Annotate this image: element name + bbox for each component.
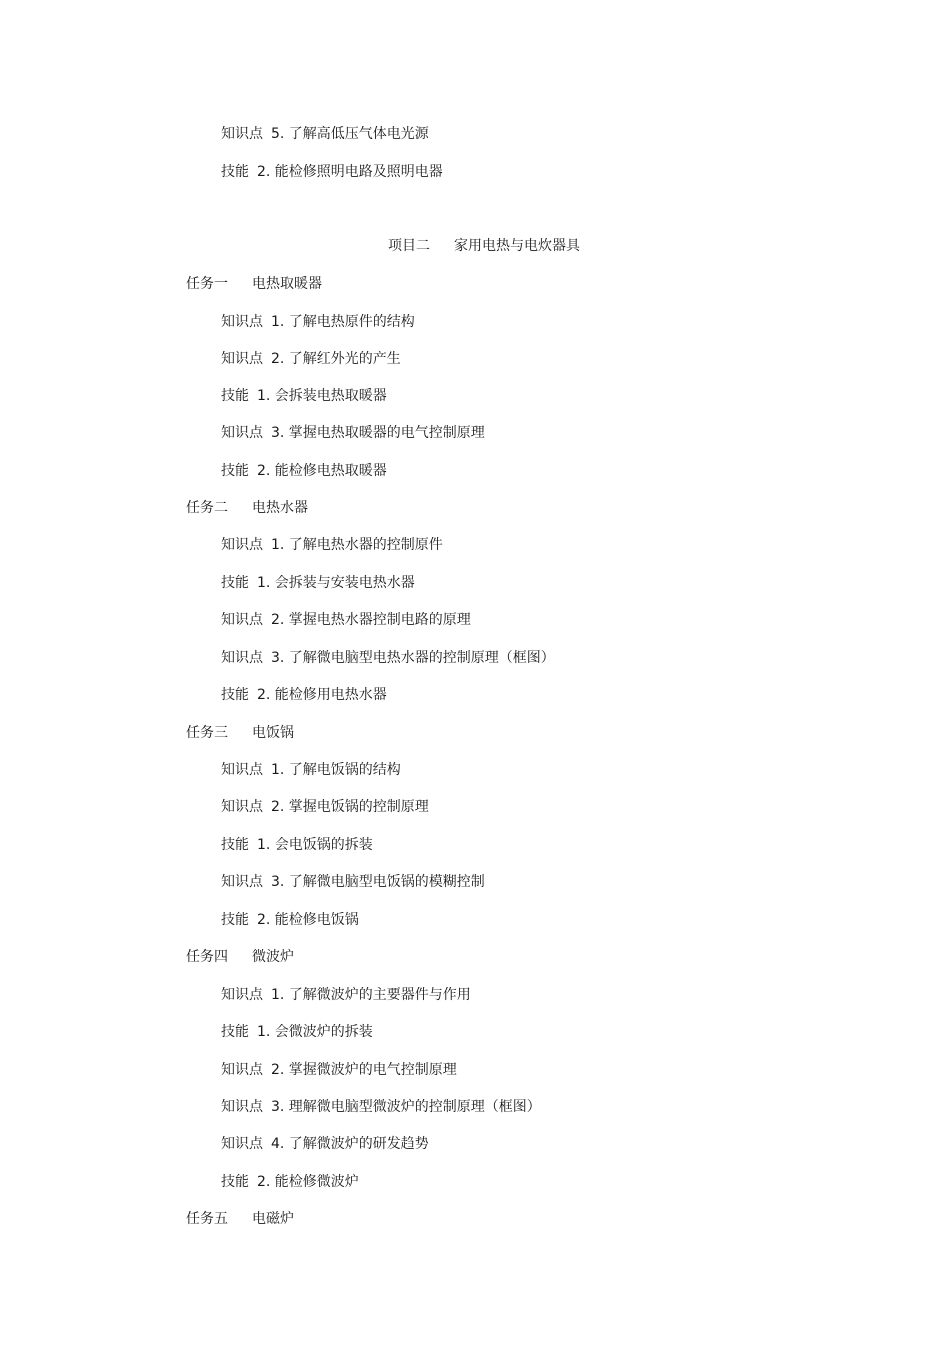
task-name: 电饭锅: [252, 725, 294, 741]
task-number: 任务三: [186, 725, 228, 741]
item-label: 技能: [221, 687, 249, 703]
item-label: 技能: [221, 912, 249, 928]
item-text: 2. 了解红外光的产生: [271, 351, 401, 367]
list-item: [221, 312, 415, 332]
item-label: 知识点: [221, 425, 263, 441]
item-text: 2. 能检修用电热水器: [257, 687, 387, 703]
item-text: 2. 能检修电热取暖器: [257, 463, 387, 479]
item-label: 技能: [221, 164, 249, 180]
task-number: 任务一: [186, 276, 228, 292]
item-text: 1. 了解电热水器的控制原件: [271, 537, 443, 553]
list-item: [221, 797, 429, 817]
list-item: [221, 461, 387, 481]
item-label: 知识点: [221, 1136, 263, 1152]
item-label: 知识点: [221, 1062, 263, 1078]
task-heading: [186, 723, 294, 743]
item-label: 知识点: [221, 537, 263, 553]
item-label: 技能: [221, 463, 249, 479]
task-number: 任务二: [186, 500, 228, 516]
item-label: 技能: [221, 1174, 249, 1190]
list-item: [221, 760, 401, 780]
item-text: 2. 能检修电饭锅: [257, 912, 359, 928]
task-number: 任务四: [186, 949, 228, 965]
list-item: [221, 124, 429, 144]
list-item: [221, 423, 485, 443]
item-text: 1. 了解电饭锅的结构: [271, 762, 401, 778]
item-text: 5. 了解高低压气体电光源: [271, 126, 429, 142]
item-label: 技能: [221, 1024, 249, 1040]
task-heading: [186, 498, 308, 518]
task-name: 电热取暖器: [252, 276, 322, 292]
list-item: [221, 1060, 457, 1080]
item-label: 知识点: [221, 799, 263, 815]
item-label: 知识点: [221, 612, 263, 628]
item-text: 1. 会拆装与安装电热水器: [257, 575, 415, 591]
item-text: 1. 会拆装电热取暖器: [257, 388, 387, 404]
item-text: 2. 掌握微波炉的电气控制原理: [271, 1062, 457, 1078]
list-item: [221, 648, 555, 668]
item-label: 技能: [221, 575, 249, 591]
list-item: [221, 872, 485, 892]
list-item: [221, 835, 373, 855]
item-label: 知识点: [221, 987, 263, 1003]
item-text: 1. 会微波炉的拆装: [257, 1024, 373, 1040]
task-heading: [186, 274, 322, 294]
item-text: 3. 了解微电脑型电热水器的控制原理（框图）: [271, 650, 555, 666]
project-name: 家用电热与电炊器具: [454, 238, 580, 254]
task-heading: [186, 1209, 294, 1229]
item-label: 知识点: [221, 874, 263, 890]
item-text: 2. 掌握电热水器控制电路的原理: [271, 612, 471, 628]
item-text: 3. 理解微电脑型微波炉的控制原理（框图）: [271, 1099, 541, 1115]
item-label: 知识点: [221, 1099, 263, 1115]
list-item: [221, 910, 359, 930]
list-item: [221, 1097, 541, 1117]
list-item: [221, 349, 401, 369]
task-name: 电热水器: [252, 500, 308, 516]
item-text: 1. 了解电热原件的结构: [271, 314, 415, 330]
item-label: 知识点: [221, 762, 263, 778]
item-text: 2. 能检修照明电路及照明电器: [257, 164, 443, 180]
item-text: 1. 了解微波炉的主要器件与作用: [271, 987, 471, 1003]
list-item: [221, 535, 443, 555]
list-item: [221, 1022, 373, 1042]
item-label: 知识点: [221, 126, 263, 142]
list-item: [221, 573, 415, 593]
item-text: 2. 能检修微波炉: [257, 1174, 359, 1190]
project-number: 项目二: [388, 238, 430, 254]
list-item: [221, 162, 443, 182]
list-item: [221, 685, 387, 705]
project-title: [388, 236, 580, 256]
list-item: [221, 1134, 429, 1154]
item-label: 知识点: [221, 650, 263, 666]
item-label: 技能: [221, 837, 249, 853]
task-number: 任务五: [186, 1211, 228, 1227]
task-name: 微波炉: [252, 949, 294, 965]
item-label: 知识点: [221, 351, 263, 367]
item-text: 3. 掌握电热取暖器的电气控制原理: [271, 425, 485, 441]
item-text: 2. 掌握电饭锅的控制原理: [271, 799, 429, 815]
list-item: [221, 985, 471, 1005]
item-text: 3. 了解微电脑型电饭锅的模糊控制: [271, 874, 485, 890]
list-item: [221, 386, 387, 406]
task-name: 电磁炉: [252, 1211, 294, 1227]
item-text: 1. 会电饭锅的拆装: [257, 837, 373, 853]
item-label: 知识点: [221, 314, 263, 330]
list-item: [221, 1172, 359, 1192]
list-item: [221, 610, 471, 630]
item-label: 技能: [221, 388, 249, 404]
task-heading: [186, 947, 294, 967]
item-text: 4. 了解微波炉的研发趋势: [271, 1136, 429, 1152]
